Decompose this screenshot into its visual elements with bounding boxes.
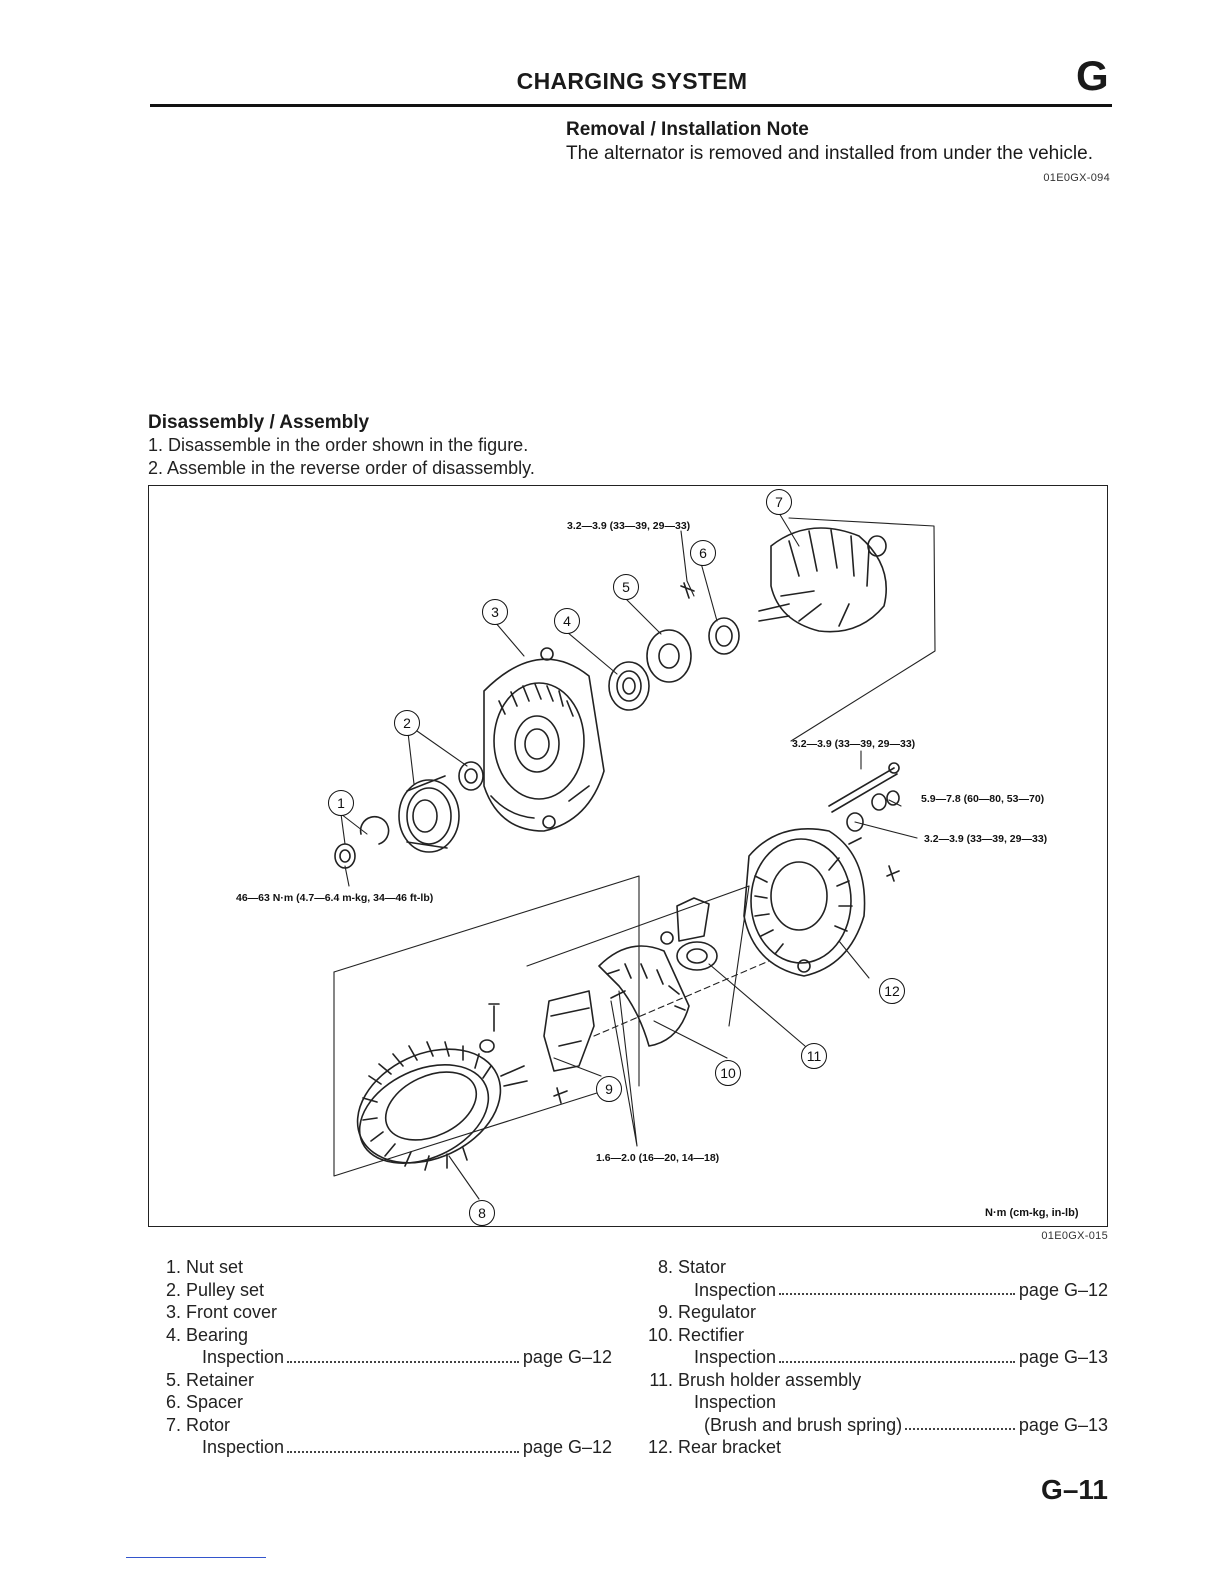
- list-item: 9. Regulator: [657, 1302, 757, 1322]
- part-label: Rectifier: [678, 1324, 745, 1345]
- inspection-label: Inspection: [694, 1392, 777, 1412]
- header-rule: [150, 104, 1112, 107]
- regulator-part: [480, 991, 594, 1103]
- torque-label-rectifier-screws: 1.6—2.0 (16—20, 14—18): [596, 1152, 720, 1164]
- page-reference: page G–12: [522, 1347, 612, 1367]
- parts-list-right: [644, 1256, 1108, 1459]
- callout-4: 4: [554, 608, 580, 634]
- torque-units-label: N·m (cm-kg, in-lb): [985, 1207, 1079, 1219]
- retainer-part: [647, 583, 694, 682]
- page-title: CHARGING SYSTEM: [516, 68, 748, 94]
- callout-9: 9: [596, 1076, 622, 1102]
- through-bolt-part: [829, 763, 899, 881]
- page-reference: page G–13: [1018, 1414, 1108, 1435]
- part-label: Bearing: [186, 1324, 249, 1345]
- torque-label-through-bolt: 3.2—3.9 (33—39, 29—33): [792, 738, 916, 750]
- list-item: 2. Pulley set: [165, 1279, 265, 1300]
- part-label: Rotor: [186, 1414, 231, 1435]
- list-item-sub: [152, 1346, 612, 1369]
- list-item-sub: [644, 1346, 1108, 1369]
- part-label: Retainer: [186, 1369, 255, 1390]
- callout-6: 6: [690, 540, 716, 566]
- brush-holder-part: [661, 898, 717, 970]
- list-item: 5. Retainer: [165, 1369, 255, 1390]
- rectifier-part: [599, 946, 689, 1046]
- callout-3: 3: [482, 599, 508, 625]
- disassembly-step-2: 2. Assemble in the reverse order of disassembly.: [148, 458, 535, 478]
- spacer-part: [709, 618, 739, 654]
- inspection-label: Inspection: [694, 1279, 777, 1300]
- parts-list-left: [152, 1256, 612, 1459]
- torque-label-nut-b: 5.9—7.8 (60—80, 53—70): [921, 793, 1045, 805]
- alternator-exploded-diagram: [148, 485, 1108, 1227]
- list-item: 11. Brush holder assembly: [649, 1369, 862, 1390]
- page-reference: page G–12: [1018, 1279, 1108, 1300]
- callout-10: 10: [715, 1060, 741, 1086]
- list-item: 8. Stator: [657, 1257, 727, 1277]
- list-item: 3. Front cover: [165, 1302, 278, 1322]
- list-item-sub: [644, 1279, 1108, 1302]
- dot-leader: [779, 1279, 1015, 1296]
- inspection-detail-label: (Brush and brush spring): [704, 1414, 903, 1435]
- part-label: Spacer: [186, 1392, 244, 1412]
- dot-leader: [905, 1414, 1015, 1431]
- dot-leader: [779, 1346, 1015, 1363]
- part-label: Brush holder assembly: [678, 1369, 862, 1390]
- removal-text: The alternator is removed and installed from under the vehicle.: [566, 143, 1093, 164]
- page-reference: page G–12: [522, 1437, 612, 1457]
- dot-leader: [287, 1346, 519, 1363]
- part-label: Stator: [678, 1257, 727, 1277]
- torque-label-retainer: 3.2—3.9 (33—39, 29—33): [567, 520, 691, 532]
- callout-7: 7: [766, 489, 792, 515]
- part-label: Front cover: [186, 1302, 278, 1322]
- list-item: 4. Bearing: [165, 1324, 249, 1345]
- callout-8: 8: [469, 1200, 495, 1226]
- nut-set-part: [335, 817, 389, 868]
- list-item-sub: [152, 1436, 612, 1459]
- removal-code: 01E0GX-094: [1043, 172, 1110, 184]
- part-label: Nut set: [186, 1257, 244, 1277]
- list-item-sub: [644, 1391, 1108, 1414]
- part-label: Rear bracket: [678, 1437, 782, 1457]
- list-item: 1. Nut set: [165, 1257, 244, 1277]
- list-item: 12. Rear bracket: [647, 1437, 782, 1457]
- removal-heading: Removal / Installation Note: [566, 119, 809, 140]
- part-label: Pulley set: [186, 1279, 265, 1300]
- inspection-label: Inspection: [202, 1347, 285, 1367]
- callout-12: 12: [879, 978, 905, 1004]
- rotor-part: [759, 528, 886, 632]
- part-label: Regulator: [678, 1302, 757, 1322]
- stator-part: [339, 1027, 527, 1185]
- torque-label-pulley-nut: 46—63 N·m (4.7—6.4 m-kg, 34—46 ft-lb): [236, 892, 434, 904]
- disassembly-step-1: 1. Disassemble in the order shown in the figure.: [148, 435, 529, 455]
- dot-leader: [287, 1436, 519, 1453]
- disassembly-heading: Disassembly / Assembly: [148, 412, 370, 433]
- torque-label-bracket-nut: 3.2—3.9 (33—39, 29—33): [924, 833, 1048, 845]
- bearing-part: [609, 662, 649, 710]
- rear-bracket-part: [744, 829, 865, 976]
- front-cover-part: [484, 648, 604, 831]
- list-item: 7. Rotor: [165, 1414, 231, 1435]
- list-item: 6. Spacer: [165, 1392, 244, 1412]
- callout-2: 2: [394, 710, 420, 736]
- footer-underline: [126, 1557, 266, 1558]
- list-item: 10. Rectifier: [647, 1324, 745, 1345]
- callout-11: 11: [801, 1043, 827, 1069]
- figure-code: 01E0GX-015: [1041, 1230, 1108, 1242]
- callout-1: 1: [328, 790, 354, 816]
- pulley-part: [399, 762, 483, 852]
- callout-5: 5: [613, 574, 639, 600]
- page-number: G–11: [1041, 1474, 1108, 1505]
- page-reference: page G–13: [1018, 1347, 1108, 1367]
- inspection-label: Inspection: [694, 1347, 777, 1367]
- inspection-label: Inspection: [202, 1437, 285, 1457]
- list-item-sub: [644, 1414, 1108, 1437]
- callout-leaders: [341, 513, 917, 1199]
- section-letter: G: [1076, 52, 1109, 99]
